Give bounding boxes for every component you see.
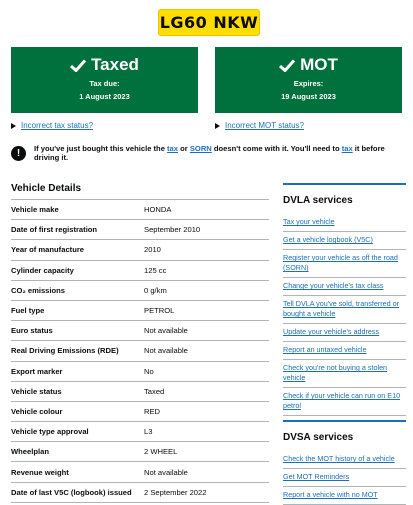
tax-status-panel — [11, 47, 198, 113]
dvsa-service-link[interactable]: Get MOT Reminders — [283, 469, 406, 487]
incorrect-tax-status-link[interactable]: Incorrect tax status? — [21, 121, 94, 130]
tick-icon — [279, 59, 295, 72]
detail-label: Export marker — [11, 366, 63, 376]
detail-label: Fuel type — [11, 306, 45, 316]
detail-label: CO₂ emissions — [11, 285, 66, 295]
detail-label: Date of last V5C (logbook) issued — [11, 487, 132, 497]
mot-expires-label: Expires: — [293, 79, 324, 88]
detail-label: Vehicle make — [11, 205, 59, 215]
dvla-services-heading: DVLA services — [283, 195, 353, 206]
sorn-link[interactable]: SORN — [189, 144, 212, 153]
table-row — [11, 199, 269, 219]
disclosure-triangle-icon — [215, 123, 220, 129]
dvla-service-link[interactable]: Tell DVLA you've sold, transferred or bought a vehicle — [283, 296, 406, 324]
table-row — [11, 421, 269, 441]
table-row — [11, 239, 269, 259]
detail-label: Cylinder capacity — [11, 265, 74, 275]
detail-value: HONDA — [144, 205, 172, 215]
number-plate: LG60 NKW — [158, 9, 260, 36]
table-row — [11, 361, 269, 381]
table-row — [11, 340, 269, 360]
dvla-services-panel — [283, 183, 406, 416]
table-row — [11, 320, 269, 340]
table-row — [11, 401, 269, 421]
tax-due-date: 1 August 2023 — [79, 92, 130, 101]
dvla-service-link[interactable]: Check you're not buying a stolen vehicle — [283, 360, 406, 388]
detail-label: Revenue weight — [11, 467, 69, 477]
detail-value: No — [144, 366, 154, 376]
detail-value: 0 g/km — [144, 285, 167, 295]
tax-link-2[interactable]: tax — [341, 144, 353, 153]
table-row — [11, 381, 269, 401]
detail-value: RED — [144, 406, 161, 416]
warning-notice — [11, 144, 406, 162]
dvsa-services-heading: DVSA services — [283, 432, 354, 443]
dvsa-services-panel — [283, 420, 406, 505]
dvla-service-link[interactable]: Change your vehicle's tax class — [283, 278, 406, 296]
tick-icon — [70, 59, 86, 72]
mot-status-panel — [215, 47, 402, 113]
detail-value: L3 — [144, 427, 153, 437]
disclosure-triangle-icon — [11, 123, 16, 129]
detail-value: Taxed — [144, 386, 165, 396]
incorrect-mot-status-toggle[interactable] — [215, 121, 304, 130]
dvsa-service-link[interactable]: Check the MOT history of a vehicle — [283, 451, 406, 469]
detail-label: Wheelplan — [11, 447, 49, 457]
detail-value: PETROL — [144, 306, 175, 316]
detail-value: Not available — [144, 346, 188, 356]
dvla-service-link[interactable]: Get a vehicle logbook (V5C) — [283, 232, 406, 250]
detail-label: Vehicle type approval — [11, 427, 89, 437]
detail-label: Real Driving Emissions (RDE) — [11, 346, 119, 356]
detail-label: Vehicle status — [11, 386, 62, 396]
warning-text: If you've just bought this vehicle the tax or SORN doesn't come with it. You'll need to tax it before driving it. — [34, 144, 385, 162]
warning-icon: ! — [11, 146, 26, 161]
detail-label: Vehicle colour — [11, 406, 63, 416]
dvla-service-link[interactable]: Update your vehicle's address — [283, 324, 406, 342]
detail-label: Euro status — [11, 326, 53, 336]
tax-due-label: Tax due: — [89, 79, 120, 88]
detail-label: Year of manufacture — [11, 245, 85, 255]
dvla-service-link[interactable]: Tax your vehicle — [283, 214, 406, 232]
table-row — [11, 260, 269, 280]
detail-value: Not available — [144, 326, 188, 336]
detail-value: 2010 — [144, 245, 161, 255]
detail-value: Not available — [144, 467, 188, 477]
detail-value: 2 WHEEL — [144, 447, 178, 457]
mot-status-title: MOT — [300, 55, 338, 74]
dvla-service-link[interactable]: Register your vehicle as off the road (SORN) — [283, 250, 406, 278]
detail-value: 125 cc — [144, 265, 167, 275]
detail-value: September 2010 — [144, 225, 201, 235]
table-row — [11, 280, 269, 300]
vehicle-details-heading: Vehicle Details — [11, 183, 82, 194]
dvla-service-link[interactable]: Check if your vehicle can run on E10 petrol — [283, 388, 406, 416]
mot-expiry-date: 19 August 2023 — [281, 92, 336, 101]
tax-status-title: Taxed — [91, 55, 139, 74]
table-row — [11, 441, 269, 461]
table-row — [11, 461, 269, 481]
dvsa-service-link[interactable]: Report a vehicle with no MOT — [283, 487, 406, 505]
detail-value: 2 September 2022 — [144, 487, 207, 497]
vehicle-details-table — [11, 199, 269, 503]
detail-label: Date of first registration — [11, 225, 98, 235]
dvla-service-link[interactable]: Report an untaxed vehicle — [283, 342, 406, 360]
tax-link[interactable]: tax — [167, 144, 179, 153]
incorrect-tax-status-toggle[interactable] — [11, 121, 93, 130]
incorrect-mot-status-link[interactable]: Incorrect MOT status? — [225, 121, 304, 130]
table-row — [11, 300, 269, 320]
table-row — [11, 219, 269, 239]
